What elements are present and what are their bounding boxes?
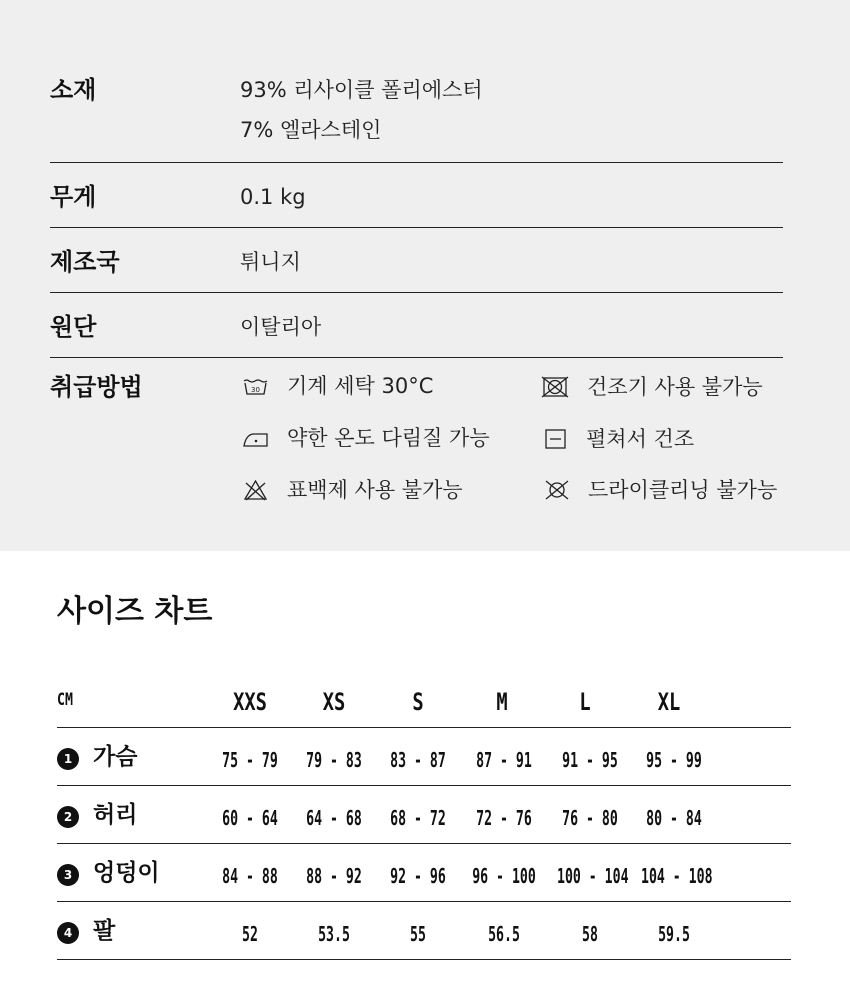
table-cell: 95 - 99	[646, 748, 702, 772]
iron-low-icon	[242, 429, 269, 449]
size-chart-title: 사이즈 차트	[57, 594, 213, 629]
no-bleach-icon	[242, 479, 269, 501]
care-text-no-bleach: 표백제 사용 불가능	[287, 477, 463, 502]
table-cell: 52	[242, 922, 258, 946]
table-row-arm	[57, 902, 791, 960]
dry-flat-icon	[544, 428, 568, 450]
spec-label-care: 취급방법	[50, 373, 143, 401]
row-number-badge: 1	[57, 748, 79, 770]
size-header-xs: XS	[322, 688, 346, 716]
table-cell: 87 - 91	[476, 748, 532, 772]
table-row-hip	[57, 844, 791, 902]
row-number-badge: 2	[57, 806, 79, 828]
spec-label-fabric: 원단	[50, 313, 97, 341]
spec-value-material-1: 93% 리사이클 폴리에스터	[240, 78, 483, 102]
care-text-dry-flat: 펼쳐서 건조	[586, 426, 695, 451]
row-label-arm: 팔	[93, 918, 116, 944]
machine-wash-30-icon	[242, 377, 269, 397]
row-label-chest: 가슴	[93, 744, 138, 770]
table-cell: 53.5	[318, 922, 350, 946]
spec-label-weight: 무게	[50, 183, 97, 211]
table-cell: 91 - 95	[562, 748, 618, 772]
table-row-chest	[57, 728, 791, 786]
svg-text:30: 30	[251, 385, 260, 394]
no-tumble-dry-icon	[541, 376, 569, 398]
size-header-m: M	[496, 688, 508, 716]
table-cell: 58	[582, 922, 598, 946]
spec-value-material-2: 7% 엘라스테인	[240, 118, 382, 142]
row-number-badge: 4	[57, 922, 79, 944]
table-cell: 96 - 100	[472, 864, 536, 888]
size-header-xxs: XXS	[233, 688, 267, 716]
table-cell: 84 - 88	[222, 864, 278, 888]
row-label-hip: 엉덩이	[93, 860, 160, 886]
size-header-l: L	[579, 688, 591, 716]
care-text-iron-low: 약한 온도 다림질 가능	[287, 426, 490, 450]
table-cell: 88 - 92	[306, 864, 362, 888]
table-cell: 76 - 80	[562, 806, 618, 830]
table-cell: 75 - 79	[222, 748, 278, 772]
row-number-badge: 3	[57, 864, 79, 886]
table-cell: 68 - 72	[390, 806, 446, 830]
table-cell: 72 - 76	[476, 806, 532, 830]
spec-value-fabric: 이탈리아	[240, 315, 322, 339]
table-cell: 55	[410, 922, 426, 946]
table-cell: 56.5	[488, 922, 520, 946]
care-text-machine-wash: 기계 세탁 30°C	[287, 374, 434, 398]
care-item-no-bleach	[242, 479, 463, 501]
care-item-dry-flat	[544, 428, 694, 450]
table-cell: 79 - 83	[306, 748, 362, 772]
size-header-xl: XL	[657, 688, 681, 716]
size-header-s: S	[412, 688, 424, 716]
spec-label-origin: 제조국	[50, 248, 120, 276]
table-cell: 64 - 68	[306, 806, 362, 830]
table-cell: 92 - 96	[390, 864, 446, 888]
spec-row-weight	[50, 163, 783, 228]
care-text-no-dry-clean: 드라이클리닝 불가능	[588, 477, 778, 502]
table-cell: 80 - 84	[646, 806, 702, 830]
table-cell: 59.5	[658, 922, 690, 946]
table-cell: 60 - 64	[222, 806, 278, 830]
table-row-waist	[57, 786, 791, 844]
row-label-waist: 허리	[93, 802, 138, 828]
table-cell: 104 - 108	[641, 864, 713, 888]
table-cell: 83 - 87	[390, 748, 446, 772]
table-cell: 100 - 104	[557, 864, 629, 888]
spec-row-material	[50, 0, 783, 163]
spec-value-weight: 0.1 kg	[240, 185, 306, 209]
spec-row-origin	[50, 228, 783, 293]
spec-row-fabric	[50, 293, 783, 358]
care-text-no-tumble-dry: 건조기 사용 불가능	[587, 374, 763, 399]
care-item-iron-low	[242, 428, 490, 449]
care-item-no-dry-clean	[544, 479, 777, 501]
no-dry-clean-icon	[544, 479, 570, 501]
spec-label-material: 소재	[50, 76, 97, 104]
care-item-no-tumble-dry	[541, 376, 763, 398]
spec-value-origin: 튀니지	[240, 250, 301, 274]
care-item-machine-wash	[242, 376, 433, 397]
size-chart-unit: CM	[57, 690, 73, 710]
